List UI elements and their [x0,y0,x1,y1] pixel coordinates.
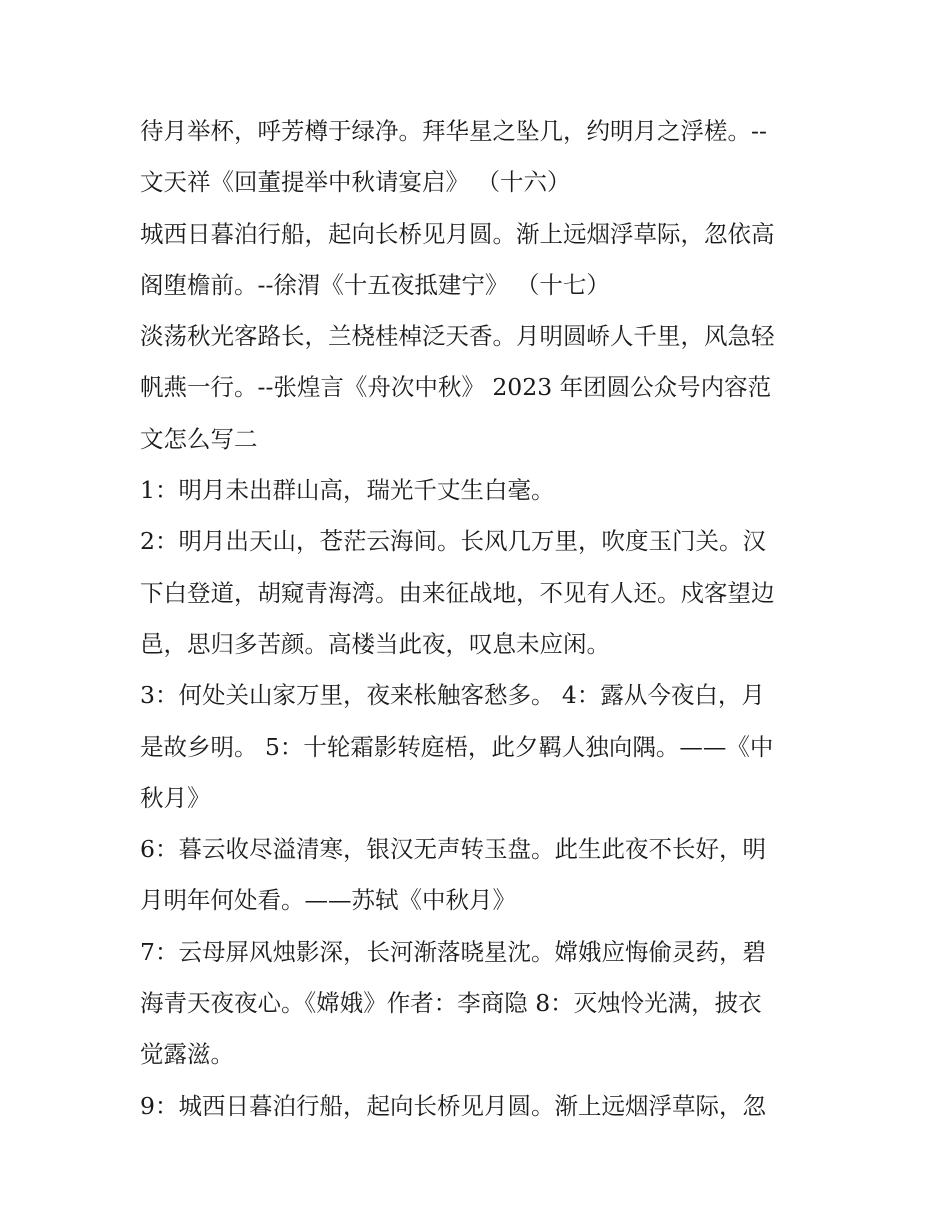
text-line: 待月举杯，呼芳樽于绿净。拜华星之坠几，约明月之浮槎。-- [140,117,767,145]
text-line: 文怎么写二 [140,424,258,453]
text-line: 觉露滋。 [140,1040,234,1069]
text-line: 3：何处关山家万里，夜来枨触客愁多。 4：露从今夜白，月 [140,681,765,710]
text-line: 秋月》 [140,783,211,812]
text-line: 是故乡明。 5：十轮霜影转庭梧，此夕羁人独向隅。——《中 [140,732,774,761]
text-line: 淡荡秋光客路长，兰桡桂棹泛天香。月明圆峤人千里，风急轻 [140,322,775,351]
text-line: 阁堕檐前。--徐渭《十五夜抵建宁》 （十七） [140,270,610,299]
text-line: 7：云母屏风烛影深，长河渐落晓星沈。嫦娥应悔偷灵药，碧 [140,937,766,966]
text-line: 海青天夜夜心。《嫦娥》作者：李商隐 8：灭烛怜光满，披衣 [140,989,762,1018]
text-line: 城西日暮泊行船，起向长桥见月圆。渐上远烟浮草际，忽依高 [140,219,775,248]
text-line: 6：暮云收尽溢清寒，银汉无声转玉盘。此生此夜不长好，明 [140,835,766,864]
text-line: 文天祥《回董提举中秋请宴启》 （十六） [140,168,571,197]
text-line: 2：明月出天山，苍茫云海间。长风几万里，吹度玉门关。汉 [140,527,766,556]
text-line: 邑，思归多苦颜。高楼当此夜，叹息未应闲。 [140,629,610,658]
text-line: 1：明月未出群山高，瑞光千丈生白毫。 [140,476,555,505]
text-line: 帆燕一行。--张煌言《舟次中秋》 2023 年团圆公众号内容范 [140,373,772,402]
body-text [140,106,830,1132]
text-line: 9：城西日暮泊行船，起向长桥见月圆。渐上远烟浮草际，忽 [140,1091,766,1120]
text-line: 月明年何处看。——苏轼《中秋月》 [140,886,516,915]
text-line: 下白登道，胡窥青海湾。由来征战地，不见有人还。戍客望边 [140,578,775,607]
